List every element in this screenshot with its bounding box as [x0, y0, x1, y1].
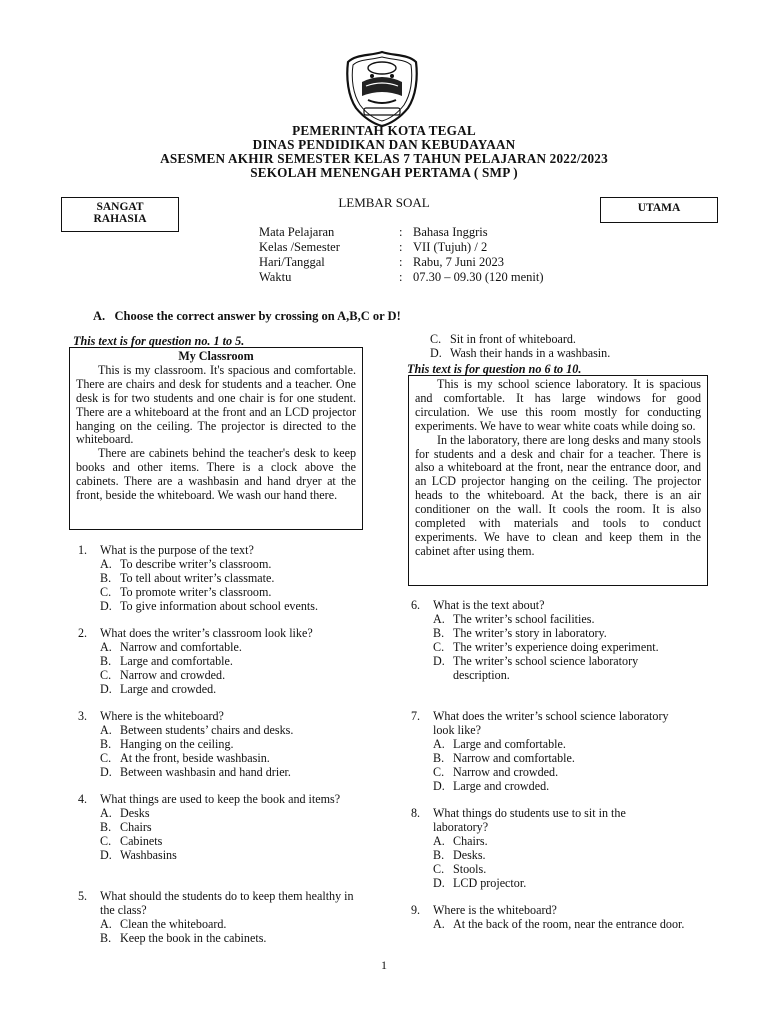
option-text: Between washbasin and hand drier. — [120, 764, 291, 779]
option[interactable] — [78, 835, 368, 849]
option[interactable] — [411, 918, 711, 932]
option-text: The writer’s school facilities. — [453, 611, 595, 626]
passage2-intro: This text is for question no 6 to 10. — [407, 362, 582, 376]
option-text: Hanging on the ceiling. — [120, 736, 234, 751]
option-text: Desks. — [453, 847, 486, 862]
option-letter: C. — [100, 667, 112, 682]
option-text: Between students’ chairs and desks. — [120, 722, 294, 737]
section-a-instruction: A. Choose the correct answer by crossing on A,B,C or D! — [93, 309, 401, 323]
question-1 — [78, 544, 368, 614]
option-letter: A. — [100, 722, 112, 737]
option-text: Narrow and comfortable. — [453, 750, 575, 765]
option-text: Sit in front of whiteboard. — [450, 332, 576, 346]
question-5-continued — [408, 333, 708, 361]
meta-key: Mata Pelajaran — [259, 225, 335, 239]
passage1-intro: This text is for question no. 1 to 5. — [73, 334, 245, 348]
option[interactable] — [411, 877, 681, 891]
option-text: The writer’s story in laboratory. — [453, 625, 607, 640]
passage1-paragraph: There are cabinets behind the teacher's desk to keep books and other items. There is a clock above the cabinets. There are a washbasin and hand dryer at the front, beside the whiteboard. We wash our hand there. — [76, 446, 356, 503]
confidential-line1: SANGAT — [96, 201, 144, 213]
option[interactable] — [411, 613, 701, 627]
meta-colon: : — [399, 270, 403, 284]
option[interactable] — [411, 863, 681, 877]
option[interactable] — [411, 780, 671, 794]
option-text: At the back of the room, near the entrance door. — [453, 916, 685, 931]
option-letter: C. — [433, 764, 445, 779]
header-department: DINAS PENDIDIKAN DAN KEBUDAYAAN — [252, 137, 516, 152]
option-text: Desks — [120, 805, 150, 820]
option[interactable] — [78, 586, 368, 600]
question-number: 7. — [411, 709, 421, 723]
utama-box: UTAMA — [600, 197, 718, 223]
option[interactable] — [78, 655, 368, 669]
option-letter: D. — [433, 875, 445, 890]
question-6 — [411, 599, 701, 682]
question-5 — [78, 890, 368, 946]
option-text: Large and comfortable. — [120, 653, 233, 668]
option[interactable] — [411, 849, 681, 863]
option-text: Chairs. — [453, 833, 488, 848]
meta-row-subject — [259, 225, 488, 240]
question-3 — [78, 710, 368, 780]
question-stem: What is the purpose of the text? — [100, 543, 254, 557]
option-text: To describe writer’s classroom. — [120, 556, 272, 571]
option-letter: B. — [433, 625, 445, 640]
option-letter: A. — [433, 916, 445, 931]
option[interactable] — [78, 683, 368, 697]
meta-row-time — [259, 270, 544, 285]
option-text: LCD projector. — [453, 875, 527, 890]
option-letter: A. — [100, 916, 112, 931]
option-letter: A. — [433, 611, 445, 626]
passage1-title: My Classroom — [178, 349, 254, 363]
option[interactable] — [78, 918, 368, 932]
question-stem: Where is the whiteboard? — [433, 903, 557, 917]
option[interactable] — [78, 669, 368, 683]
option-letter: B. — [100, 930, 112, 945]
option-letter: A. — [433, 833, 445, 848]
question-4 — [78, 793, 368, 863]
option[interactable] — [78, 766, 368, 780]
question-number: 3. — [78, 709, 88, 723]
option-text: Large and crowded. — [120, 681, 217, 696]
option[interactable] — [408, 333, 708, 347]
option-text: To give information about school events. — [120, 598, 318, 613]
option-text: Wash their hands in a washbasin. — [450, 345, 611, 360]
option-letter: B. — [433, 847, 445, 862]
question-number: 1. — [78, 543, 88, 557]
meta-colon: : — [399, 225, 403, 239]
city-emblem-logo — [342, 48, 422, 128]
meta-colon: : — [399, 240, 403, 254]
option-text: At the front, beside washbasin. — [120, 750, 270, 765]
option-letter: A. — [433, 736, 445, 751]
option-letter: D. — [100, 764, 112, 779]
option-text: Narrow and crowded. — [120, 667, 226, 682]
question-stem: What does the writer’s classroom look like? — [100, 626, 313, 640]
option-text: The writer’s school science laboratory description. — [453, 653, 639, 682]
confidential-line2: RAHASIA — [93, 213, 147, 225]
meta-colon: : — [399, 255, 403, 269]
option-text: To tell about writer’s classmate. — [120, 570, 275, 585]
option[interactable] — [78, 807, 368, 821]
meta-row-date — [259, 255, 504, 270]
header-school-level: SEKOLAH MENENGAH PERTAMA ( SMP ) — [250, 165, 518, 180]
header-exam-title: ASESMEN AKHIR SEMESTER KELAS 7 TAHUN PELAJARAN 2022/2023 — [160, 151, 608, 166]
option[interactable] — [411, 641, 663, 655]
question-stem: What things are used to keep the book and items? — [100, 792, 341, 806]
meta-key: Kelas /Semester — [259, 240, 340, 254]
option[interactable] — [78, 724, 368, 738]
option-text: Clean the whiteboard. — [120, 916, 227, 931]
option-letter: C. — [100, 750, 112, 765]
question-number: 6. — [411, 598, 421, 612]
option-letter: C. — [433, 639, 445, 654]
question-number: 5. — [78, 889, 88, 903]
question-2 — [78, 627, 368, 697]
meta-value: Bahasa Inggris — [413, 225, 488, 239]
sheet-title: LEMBAR SOAL — [338, 195, 430, 210]
option-text: Washbasins — [120, 847, 177, 862]
option[interactable] — [411, 752, 671, 766]
option-letter: B. — [100, 819, 112, 834]
passage2-paragraph: In the laboratory, there are long desks and many stools for students and a desk and chair for a teacher. There is also a whiteboard at the front, near the entrance door, and an LCD projector hanging on the ceiling. The projector heads to the whiteboard. At the back, there is an air conditioner on the wall. It cools the room. It is also completed with materials and tools to conduct experiments. We have to clean and keep them in the cabinet after using them. — [415, 432, 701, 558]
option[interactable] — [78, 821, 368, 835]
option-letter: D. — [433, 653, 445, 668]
option-letter: C. — [433, 861, 445, 876]
passage2-box — [408, 375, 708, 586]
option-text: Chairs — [120, 819, 152, 834]
option[interactable] — [78, 752, 368, 766]
header-government: PEMERINTAH KOTA TEGAL — [292, 123, 476, 138]
option[interactable] — [78, 600, 368, 614]
option-letter: B. — [433, 750, 445, 765]
question-stem: What things do students use to sit in the laboratory? — [433, 806, 626, 834]
question-number: 4. — [78, 792, 88, 806]
option[interactable] — [78, 558, 368, 572]
option-text: Keep the book in the cabinets. — [120, 930, 267, 945]
question-number: 2. — [78, 626, 88, 640]
question-stem: Where is the whiteboard? — [100, 709, 224, 723]
option-text: Stools. — [453, 861, 487, 876]
meta-row-class — [259, 240, 487, 255]
option[interactable] — [411, 655, 693, 683]
passage1-box — [69, 347, 363, 530]
option-text: To promote writer’s classroom. — [120, 584, 272, 599]
meta-value: 07.30 – 09.30 (120 menit) — [413, 270, 544, 284]
meta-key: Waktu — [259, 270, 292, 284]
option-letter: C. — [100, 584, 112, 599]
option[interactable] — [408, 347, 708, 361]
option-letter: A. — [100, 805, 112, 820]
option-letter: C. — [430, 332, 442, 346]
option[interactable] — [78, 572, 368, 586]
option-letter: D. — [100, 598, 112, 613]
passage1-paragraph: This is my classroom. It's spacious and comfortable. There are chairs and desk for students and a teacher. One desk is for two students and one chair is for one student. There are a whiteboard at the front and an LCD projector hanging on the ceiling. The projector is directed to the whiteboard. — [76, 362, 356, 447]
question-stem: What is the text about? — [433, 598, 545, 612]
option[interactable] — [411, 738, 671, 752]
option-letter: A. — [100, 556, 112, 571]
option-text: The writer’s experience doing experiment. — [453, 639, 659, 654]
option-text: Cabinets — [120, 833, 163, 848]
passage2-paragraph: This is my school science laboratory. It is spacious and comfortable. It has large windows for good circulation. We use this room mostly for conducting experiments. We have to wear white coats while doing so. — [415, 377, 701, 433]
meta-key: Hari/Tanggal — [259, 255, 325, 269]
question-number: 8. — [411, 806, 421, 820]
option-letter: D. — [100, 847, 112, 862]
option-letter: C. — [100, 833, 112, 848]
question-number: 9. — [411, 903, 421, 917]
option[interactable] — [78, 932, 368, 946]
option-letter: D. — [430, 345, 442, 360]
option-letter: A. — [100, 639, 112, 654]
question-8 — [411, 807, 681, 890]
option-text: Large and crowded. — [453, 778, 550, 793]
question-9 — [411, 904, 711, 932]
option-letter: B. — [100, 736, 112, 751]
option[interactable] — [78, 849, 368, 863]
question-7 — [411, 710, 671, 793]
option-letter: D. — [100, 681, 112, 696]
meta-value: VII (Tujuh) / 2 — [413, 240, 488, 254]
question-stem: What does the writer’s school science laboratory look like? — [433, 709, 669, 737]
option-text: Narrow and crowded. — [453, 764, 559, 779]
option[interactable] — [411, 766, 671, 780]
option-letter: B. — [100, 653, 112, 668]
option-letter: B. — [100, 570, 112, 585]
page-number: 1 — [381, 958, 387, 972]
option[interactable] — [411, 835, 681, 849]
option[interactable] — [411, 627, 701, 641]
meta-value: Rabu, 7 Juni 2023 — [413, 255, 504, 269]
option[interactable] — [78, 738, 368, 752]
option-text: Narrow and comfortable. — [120, 639, 242, 654]
option-text: Large and comfortable. — [453, 736, 566, 751]
option[interactable] — [78, 641, 368, 655]
question-stem: What should the students do to keep them healthy in the class? — [100, 889, 354, 917]
option-letter: D. — [433, 778, 445, 793]
